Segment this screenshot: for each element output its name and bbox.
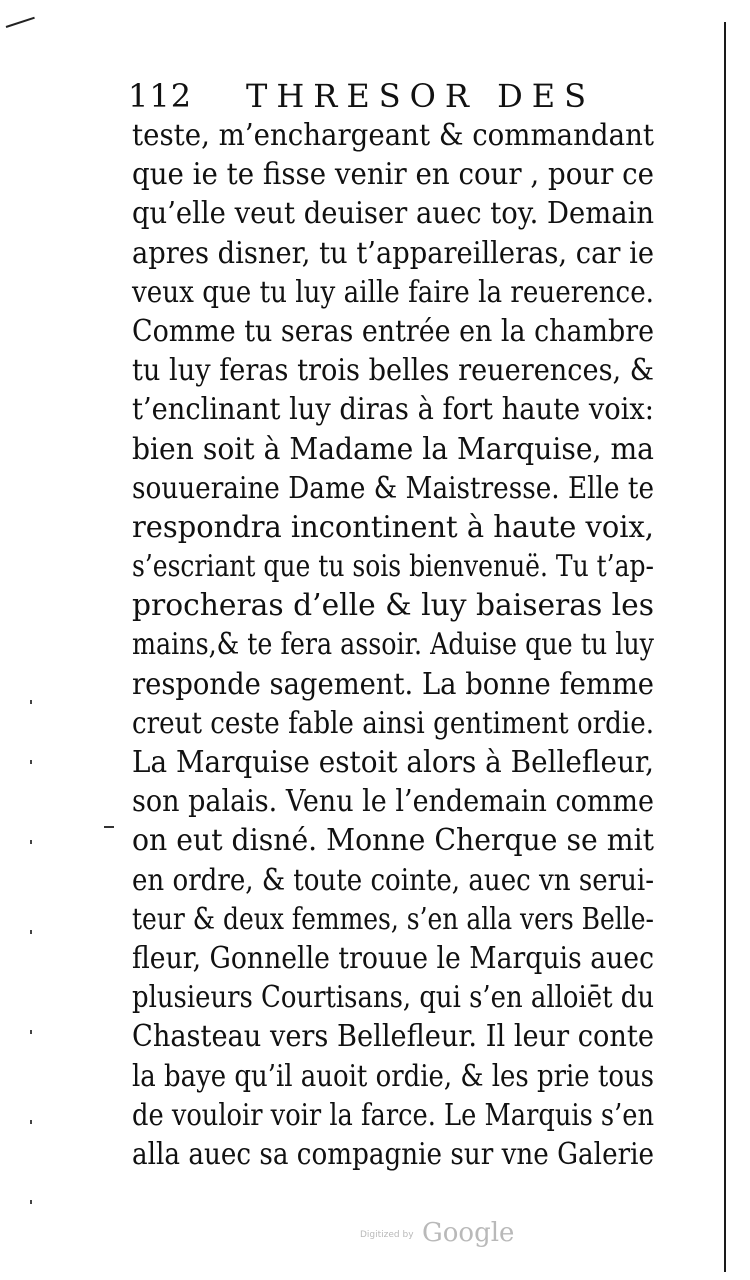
margin-speck: [30, 760, 32, 764]
watermark-caption: Digitized by: [360, 1230, 414, 1240]
text-line: responde sagement. La bonne femme: [132, 666, 655, 702]
margin-speck: [30, 1200, 32, 1204]
text-line: teur & deux femmes, s’en alla vers Belle-: [132, 901, 654, 937]
running-header: [128, 76, 596, 116]
digitizer-watermark: [360, 1218, 530, 1248]
margin-speck: [30, 1120, 32, 1124]
text-line: s’escriant que tu sois bienvenuë. Tu t’ap-: [132, 549, 655, 585]
text-line: creut ceste fable ainsi gentiment ordie.: [132, 705, 655, 741]
text-line: que ie te fisse venir en cour , pour ce: [132, 157, 654, 193]
text-line: on eut disné. Monne Cherque se mit: [132, 823, 654, 859]
page-edge-line: [724, 22, 726, 1272]
text-line: alla auec sa compagnie sur vne Galerie: [132, 1136, 655, 1172]
body-text: [132, 116, 654, 1174]
text-line: tu luy feras trois belles reuerences, &: [132, 353, 654, 389]
margin-dash: [104, 826, 114, 828]
page-number: 112: [128, 77, 193, 115]
text-line: son palais. Venu le l’endemain comme: [132, 784, 655, 820]
text-line: apres disner, tu t’appareilleras, car ie: [132, 235, 655, 271]
corner-ink-mark: [6, 17, 35, 28]
text-line: t’enclinant luy diras à fort haute voix:: [132, 392, 654, 428]
text-line: veux que tu luy aille faire la reuerence.: [132, 274, 654, 310]
text-line: respondra incontinent à haute voix,: [132, 509, 654, 545]
text-line: bien soit à Madame la Marquise, ma: [132, 431, 654, 467]
text-line: en ordre, & toute cointe, auec vn serui-: [132, 862, 655, 898]
text-line: fleur, Gonnelle trouue le Marquis auec: [132, 940, 655, 976]
text-line: La Marquise estoit alors à Bellefleur,: [132, 745, 655, 780]
text-line: de vouloir voir la farce. Le Marquis s’en: [132, 1097, 655, 1133]
text-line: mains,& te fera assoir. Aduise que tu luy: [132, 627, 655, 663]
text-line: Comme tu seras entrée en la chambre: [132, 313, 654, 349]
running-title: THRESOR DES: [246, 77, 596, 115]
margin-speck: [30, 840, 32, 844]
text-line: teste, m’enchargeant & commandant: [132, 118, 654, 153]
text-line: qu’elle veut deuiser auec toy. Demain: [132, 196, 655, 232]
text-line: souueraine Dame & Maistresse. Elle te: [132, 470, 655, 506]
text-line: plusieurs Courtisans, qui s’en alloiēt du: [132, 980, 655, 1016]
margin-specks: [28, 700, 34, 1220]
margin-speck: [30, 930, 32, 934]
margin-speck: [30, 700, 32, 704]
text-line: Chasteau vers Bellefleur. Il leur conte: [132, 1019, 654, 1055]
text-line: la baye qu’il auoit ordie, & les prie tous: [132, 1058, 655, 1094]
text-line: procheras d’elle & luy baiseras les: [132, 588, 654, 624]
margin-speck: [30, 1030, 32, 1034]
google-logo: Google: [422, 1218, 515, 1248]
